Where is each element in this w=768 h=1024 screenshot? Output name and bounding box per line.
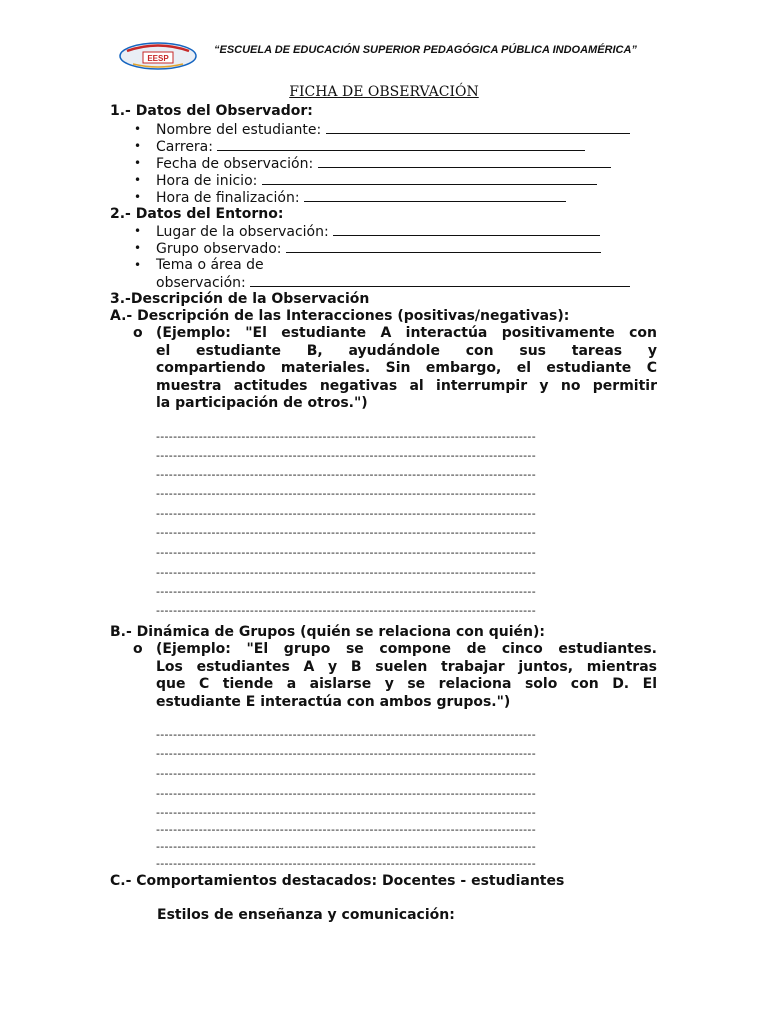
field-label-hora-fin: Hora de finalización:	[156, 190, 300, 206]
example-b-line: que C tiende a aislarse y se relaciona solo con D. El	[156, 676, 657, 692]
field-label-hora-inicio: Hora de inicio:	[156, 173, 258, 189]
writing-line: -----------------------------------------------------------------------------------------	[156, 767, 536, 780]
example-a-line: la participación de otros.")	[156, 395, 368, 411]
blank-line	[304, 189, 566, 202]
bullet-icon: •	[134, 190, 142, 204]
writing-line: -----------------------------------------------------------------------------------------	[156, 507, 536, 520]
writing-line: -----------------------------------------------------------------------------------------	[156, 430, 536, 443]
field-label-carrera: Carrera:	[156, 139, 213, 155]
example-a-line: (Ejemplo: "El estudiante A interactúa positivamente con	[156, 325, 657, 341]
bullet-icon: •	[134, 173, 142, 187]
school-name: “ESCUELA DE EDUCACIÓN SUPERIOR PEDAGÓGICA PÚBLICA INDOAMÉRICA”	[214, 44, 637, 56]
writing-line: -----------------------------------------------------------------------------------------	[156, 747, 536, 760]
example-b-line: (Ejemplo: "El grupo se compone de cinco estudiantes.	[156, 641, 657, 657]
blank-line	[262, 172, 597, 185]
field-label-tema: Tema o área de	[156, 257, 264, 273]
bullet-icon: •	[134, 139, 142, 153]
circle-bullet-icon: o	[133, 325, 143, 341]
bullet-icon: •	[134, 156, 142, 170]
example-a-line: muestra actitudes negativas al interrumpir y no permitir	[156, 377, 657, 394]
document-title: FICHA DE OBSERVACIÓN	[289, 84, 479, 100]
example-b	[156, 641, 657, 711]
writing-line: -----------------------------------------------------------------------------------------	[156, 487, 536, 500]
document-header	[0, 38, 768, 72]
field-label-observacion: observación:	[156, 275, 246, 291]
blank-line	[250, 274, 630, 287]
blank-line	[217, 138, 585, 151]
writing-line: -----------------------------------------------------------------------------------------	[156, 857, 536, 870]
field-label-fecha: Fecha de observación:	[156, 156, 314, 172]
bullet-icon: •	[134, 224, 142, 238]
writing-line: -----------------------------------------------------------------------------------------	[156, 728, 536, 741]
section3a-heading: A.- Descripción de las Interacciones (positivas/negativas):	[110, 308, 570, 324]
writing-line: -----------------------------------------------------------------------------------------	[156, 823, 536, 836]
field-label-lugar: Lugar de la observación:	[156, 224, 329, 240]
writing-line: -----------------------------------------------------------------------------------------	[156, 449, 536, 462]
field-label-nombre: Nombre del estudiante:	[156, 122, 322, 138]
bullet-icon: •	[134, 122, 142, 136]
example-a-line: compartiendo materiales. Sin embargo, el estudiante C	[156, 360, 657, 376]
writing-line: -----------------------------------------------------------------------------------------	[156, 787, 536, 800]
writing-line: -----------------------------------------------------------------------------------------	[156, 806, 536, 819]
writing-line: -----------------------------------------------------------------------------------------	[156, 840, 536, 853]
section3c-heading: C.- Comportamientos destacados: Docentes - estudiantes	[110, 873, 565, 889]
section1-heading: 1.- Datos del Observador:	[110, 103, 313, 119]
writing-line: -----------------------------------------------------------------------------------------	[156, 468, 536, 481]
section3-heading: 3.-Descripción de la Observación	[110, 291, 370, 307]
blank-line	[286, 240, 601, 253]
blank-line	[318, 155, 611, 168]
writing-line: -----------------------------------------------------------------------------------------	[156, 526, 536, 539]
logo-text: EESP	[147, 54, 169, 63]
section2-heading: 2.- Datos del Entorno:	[110, 206, 284, 222]
blank-line	[333, 223, 600, 236]
example-a	[156, 325, 657, 413]
example-a-line: el estudiante B, ayudándole con sus tareas y	[156, 342, 657, 359]
example-b-line: Los estudiantes A y B suelen trabajar juntos, mientras	[156, 658, 657, 675]
writing-line: -----------------------------------------------------------------------------------------	[156, 604, 536, 617]
section3b-heading: B.- Dinámica de Grupos (quién se relaciona con quién):	[110, 624, 545, 640]
section3c-subheading: Estilos de enseñanza y comunicación:	[157, 907, 455, 923]
eesp-logo	[119, 42, 197, 70]
bullet-icon: •	[134, 258, 142, 272]
bullet-icon: •	[134, 241, 142, 255]
blank-line	[326, 121, 630, 134]
writing-line: -----------------------------------------------------------------------------------------	[156, 566, 536, 579]
circle-bullet-icon: o	[133, 641, 143, 657]
writing-line: -----------------------------------------------------------------------------------------	[156, 546, 536, 559]
writing-line: -----------------------------------------------------------------------------------------	[156, 585, 536, 598]
field-label-grupo: Grupo observado:	[156, 241, 282, 257]
example-b-line: estudiante E interactúa con ambos grupos.")	[156, 693, 511, 710]
